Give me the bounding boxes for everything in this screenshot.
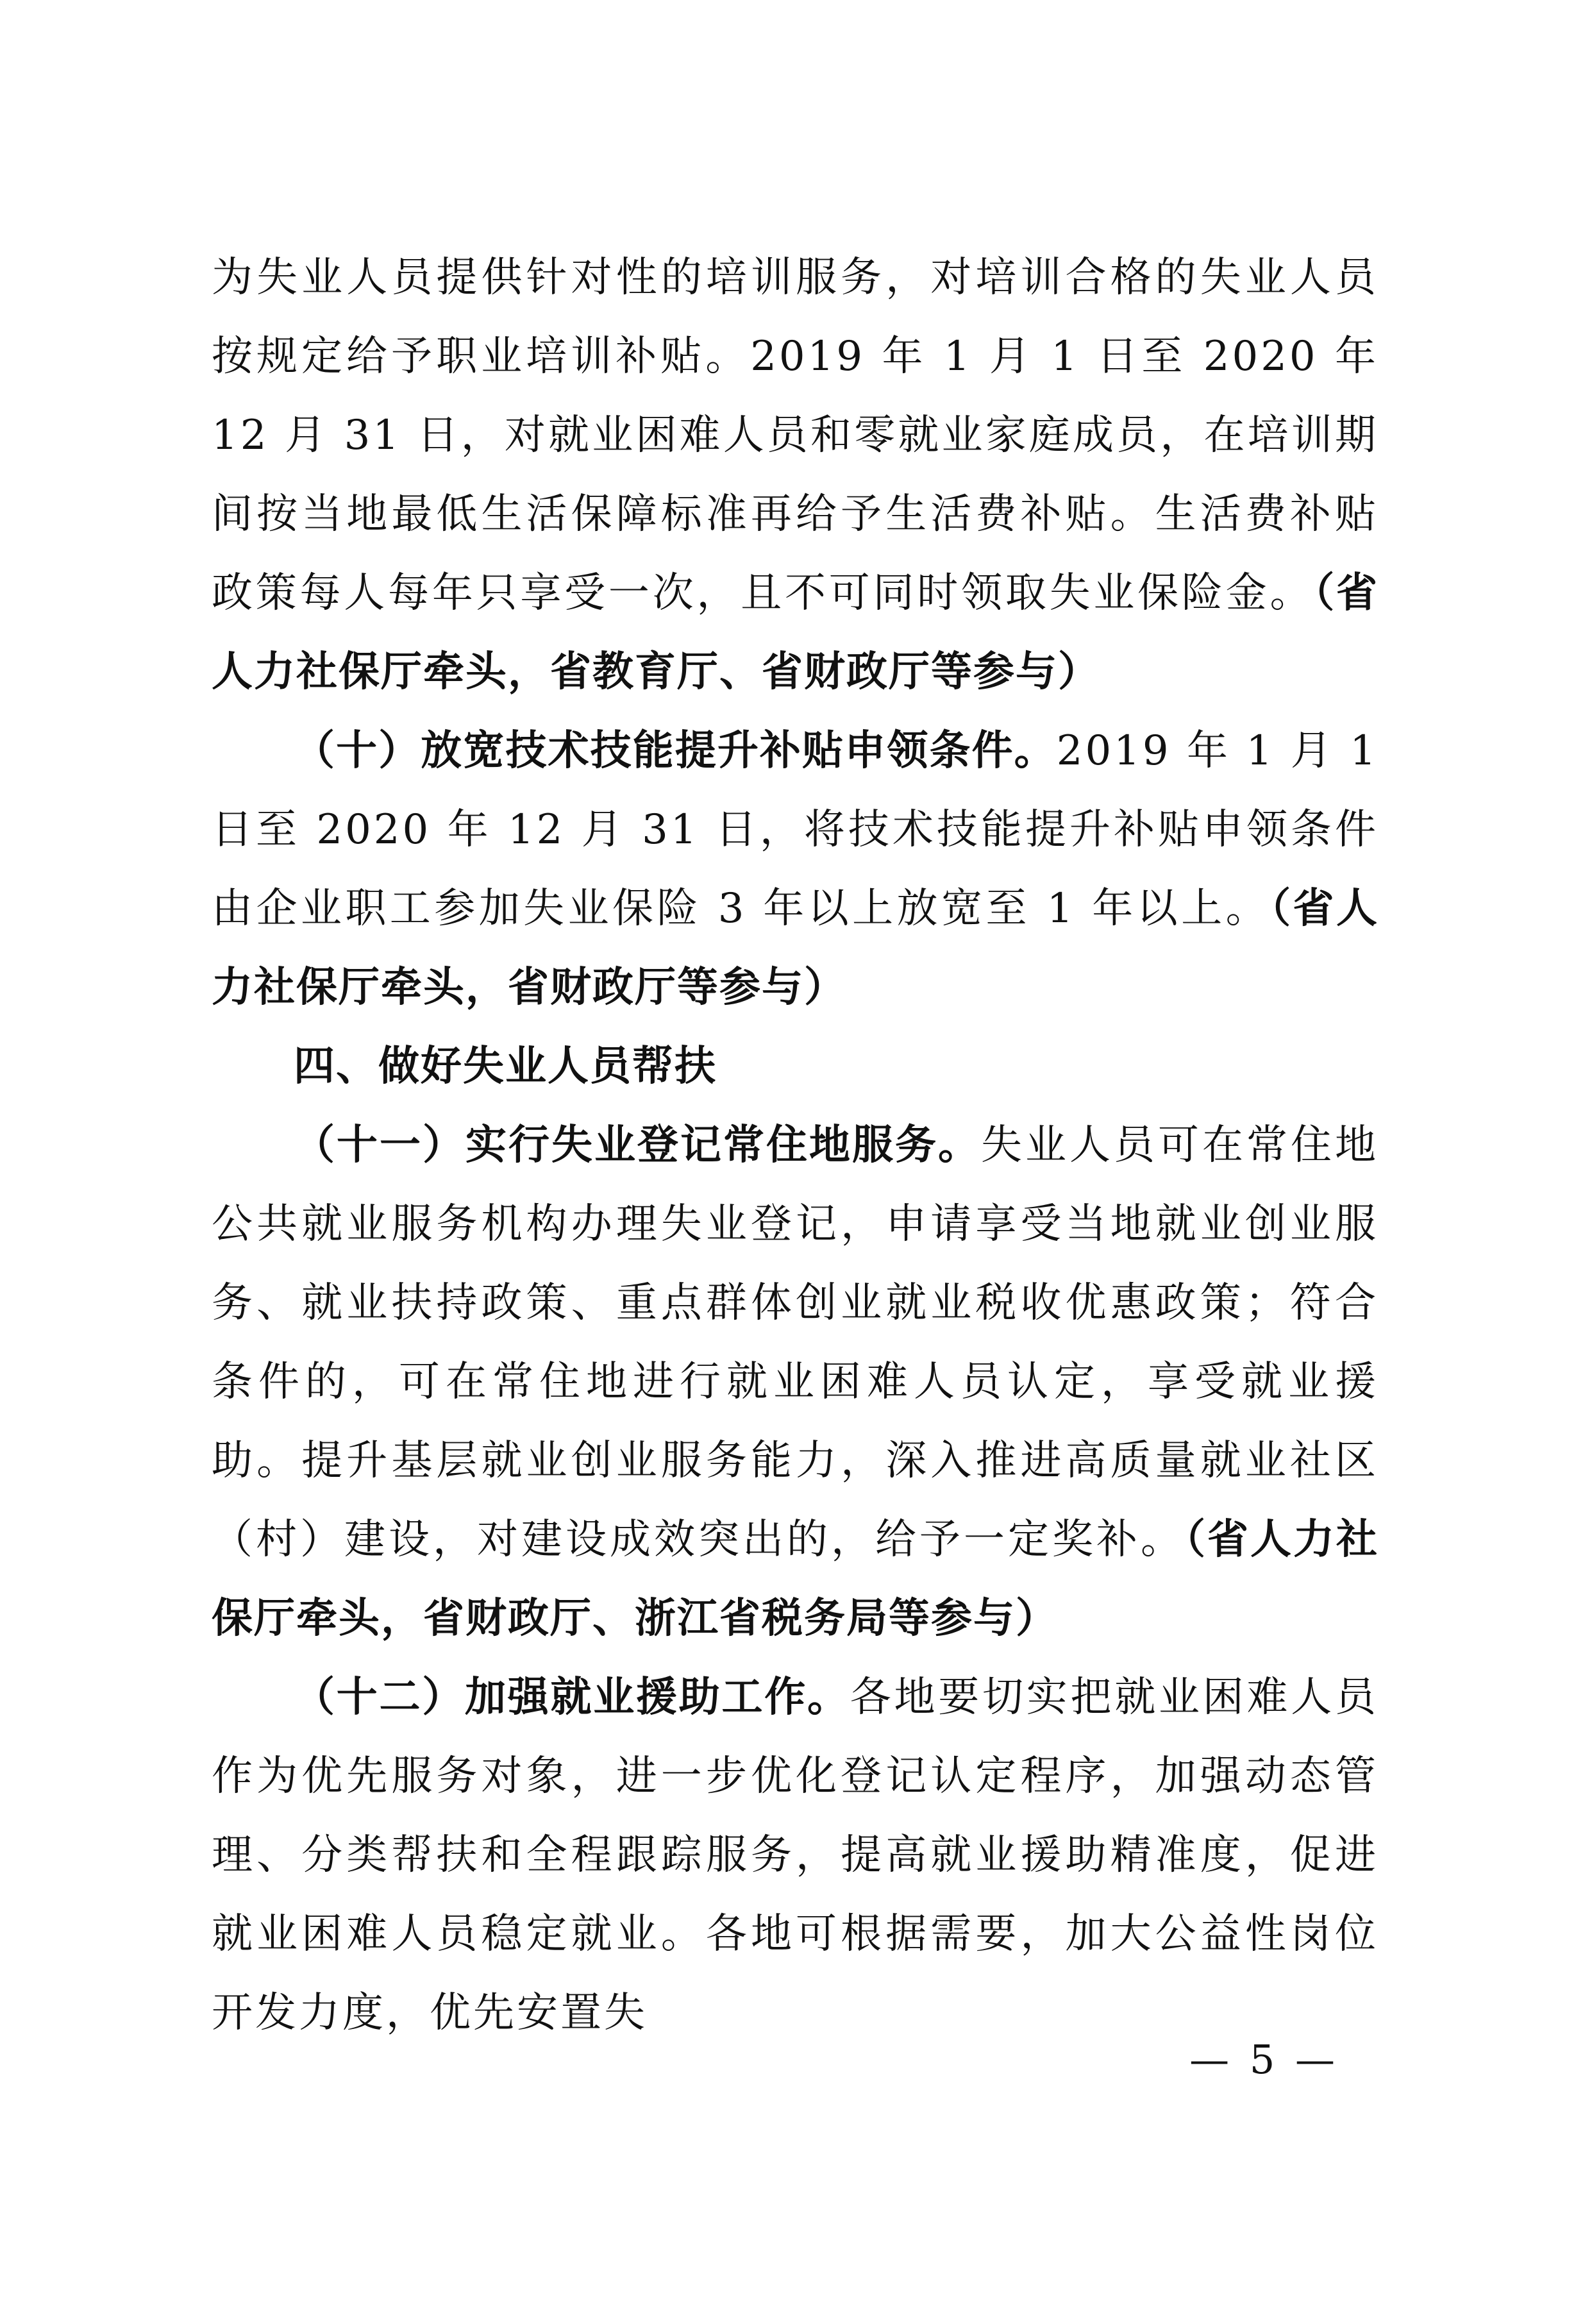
paragraph-lead-title: （十二）加强就业援助工作。 bbox=[294, 1674, 850, 1721]
paragraph-text: 2019 年 1 月 1 日至 2020 年 12 月 31 日，将技术技能提升补贴申领条件由企业职工参加失业保险 3 年以上放宽至 1 年以上。 bbox=[212, 727, 1378, 932]
section-heading: 四、做好失业人员帮扶 bbox=[294, 1043, 717, 1090]
paragraph-lead-title: （十）放宽技术技能提升补贴申领条件。 bbox=[294, 727, 1057, 775]
paragraph-responsible-departments: （省人力社保厅牵头，省财政厅、浙江省税务局等参与） bbox=[212, 1516, 1378, 1642]
paragraph-training-subsidy bbox=[212, 239, 1378, 712]
paragraph-text: 失业人员可在常住地公共就业服务机构办理失业登记，申请享受当地就业创业服务、就业扶持政策、重点群体创业就业税收优惠政策；符合条件的，可在常住地进行就业困难人员认定，享受就业援助。提升基层就业创业服务能力，深入推进高质量就业社区（村）建设，对建设成效突出的，给予一定奖补。 bbox=[212, 1122, 1378, 1563]
document-body bbox=[212, 239, 1378, 2053]
paragraph-responsible-departments: （省人力社保厅牵头，省教育厅、省财政厅等参与） bbox=[212, 569, 1379, 696]
page-number: — 5 — bbox=[1189, 2036, 1339, 2083]
paragraph-responsible-departments: （省人力社保厅牵头，省财政厅等参与） bbox=[212, 885, 1379, 1011]
paragraph-text: 各地要切实把就业困难人员作为优先服务对象，进一步优化登记认定程序，加强动态管理、分类帮扶和全程跟踪服务，提高就业援助精准度，促进就业困难人员稳定就业。各地可根据需要，加大公益性岗位开发力度，优先安置失 bbox=[212, 1674, 1378, 2037]
paragraph-skill-upgrade-subsidy bbox=[212, 712, 1378, 1027]
paragraph-unemployment-registration bbox=[212, 1106, 1378, 1658]
paragraph-text: 为失业人员提供针对性的培训服务，对培训合格的失业人员按规定给予职业培训补贴。2019 年 1 月 1 日至 2020 年 12 月 31 日，对就业困难人员和零就业家庭成员，在培训期间按当地最低生活保障标准再给予生活费补贴。生活费补贴政策每人每年只享受一次，且不可同时领取失业保险金。 bbox=[212, 254, 1378, 617]
paragraph-employment-assistance bbox=[212, 1658, 1378, 2053]
paragraph-lead-title: （十一）实行失业登记常住地服务。 bbox=[294, 1122, 981, 1169]
